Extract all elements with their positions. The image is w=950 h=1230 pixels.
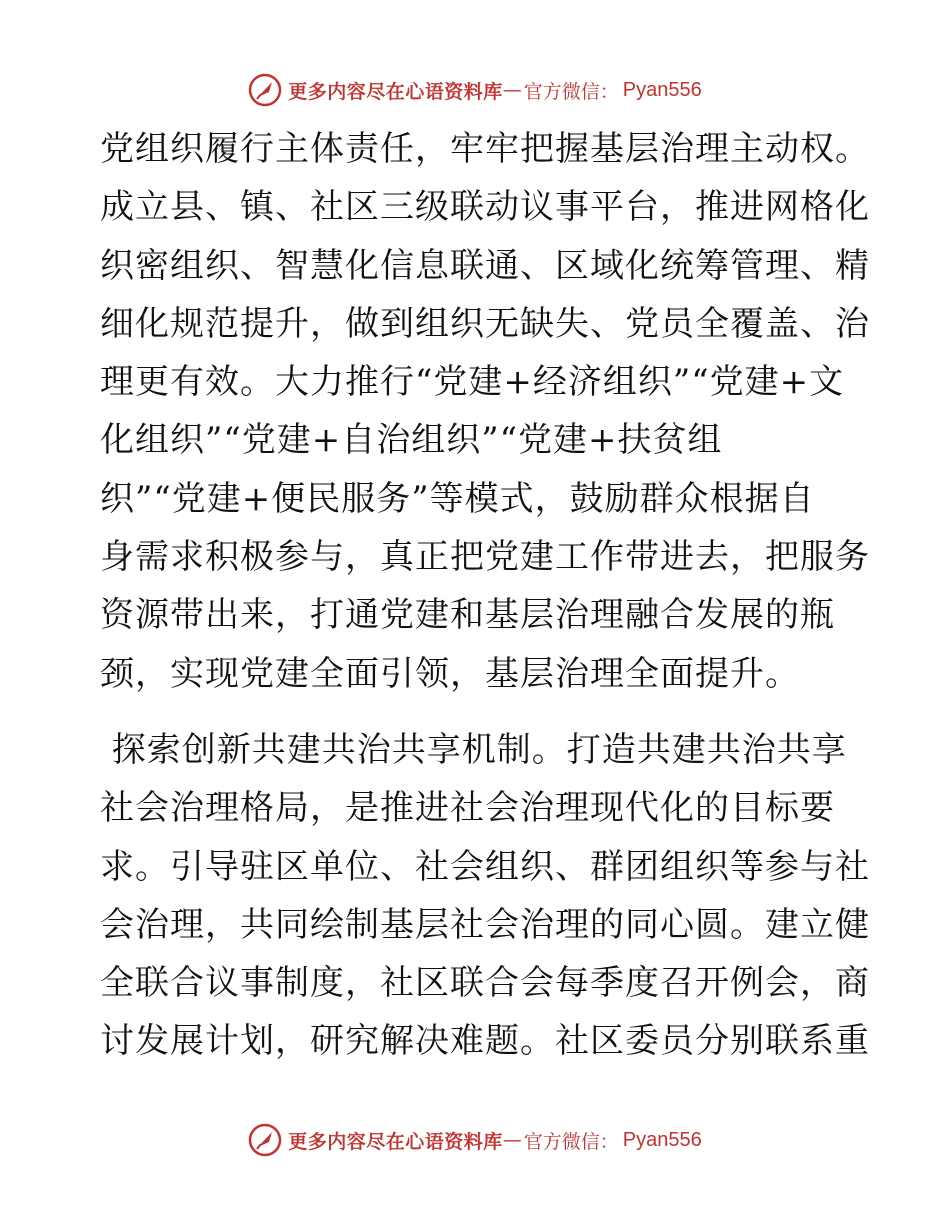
text-line: 织”“党建+便民服务”等模式，鼓励群众根据自 xyxy=(100,478,815,519)
text-line: 会治理，共同绘制基层社会治理的同心圆。建立健 xyxy=(100,904,870,945)
text-line: 讨发展计划，研究解决难题。社区委员分别联系重 xyxy=(100,1021,870,1062)
text-line: 身需求积极参与，真正把党建工作带进去，把服务 xyxy=(100,537,870,578)
header-banner xyxy=(0,70,950,110)
banner-separator: — xyxy=(502,1129,522,1151)
quill-logo-icon xyxy=(248,1123,282,1157)
text-line: 求。引导驻区单位、社会组织、群团组织等参与社 xyxy=(100,846,870,887)
banner-wechat-id: Pyan556 xyxy=(622,78,702,101)
text-line: 探索创新共建共治共享机制。打造共建共治共享 xyxy=(100,729,847,770)
text-line: 党组织履行主体责任，牢牢把握基层治理主动权。 xyxy=(100,129,870,169)
banner-label: 官方微信： xyxy=(523,80,619,103)
text-line: 资源带出来，打通党建和基层治理融合发展的瓶 xyxy=(100,595,835,636)
text-line: 全联合议事制度，社区联合会每季度召开例会，商 xyxy=(100,963,870,1004)
paragraph-gap xyxy=(100,703,860,721)
text-line: 颈，实现党建全面引领，基层治理全面提升。 xyxy=(100,653,800,694)
text-line: 理更有效。大力推行“党建+经济组织”“党建+文 xyxy=(100,362,845,403)
text-line: 织密组织、智慧化信息联通、区域化统筹管理、精 xyxy=(100,245,870,286)
paragraph-1 xyxy=(100,120,870,703)
quill-logo-icon xyxy=(248,73,282,107)
paragraph-2 xyxy=(100,721,870,1071)
footer-banner xyxy=(0,1120,950,1160)
text-line: 化组织”“党建+自治组织”“党建+扶贫组 xyxy=(100,420,723,461)
document-body xyxy=(100,120,870,1071)
banner-separator: — xyxy=(502,79,522,101)
banner-text: 更多内容尽在心语资料库 xyxy=(288,80,503,103)
text-line: 社会治理格局，是推进社会治理现代化的目标要 xyxy=(100,788,835,829)
text-line: 细化规范提升，做到组织无缺失、党员全覆盖、治 xyxy=(100,303,870,344)
text-line: 成立县、镇、社区三级联动议事平台，推进网格化 xyxy=(100,187,870,228)
banner-text: 更多内容尽在心语资料库 xyxy=(288,1130,503,1153)
banner-wechat-id: Pyan556 xyxy=(622,1128,702,1151)
banner-label: 官方微信： xyxy=(523,1130,619,1153)
